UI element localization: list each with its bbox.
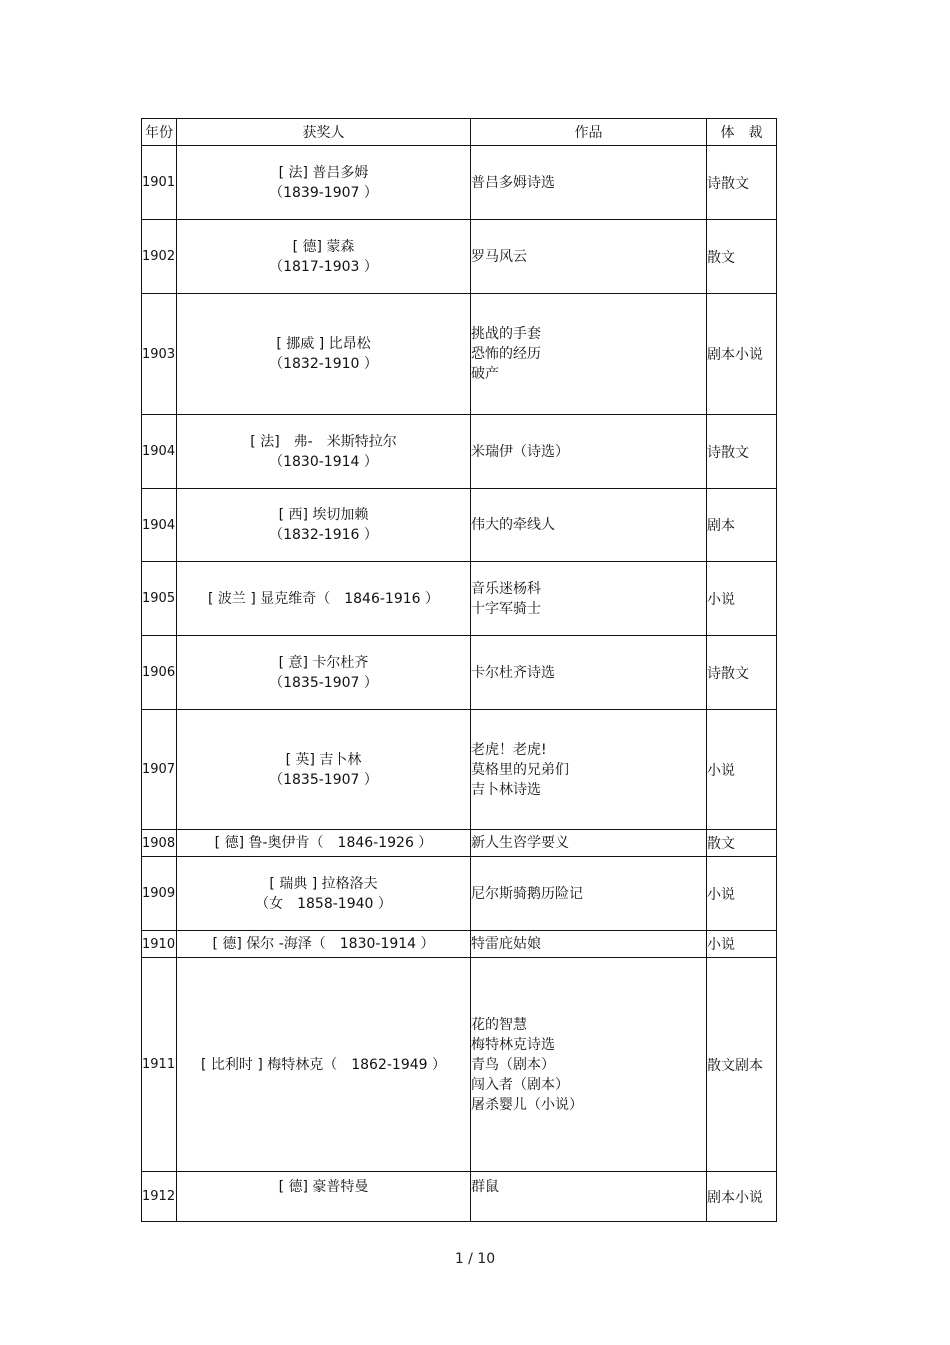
table-row xyxy=(142,146,777,220)
genre-cell: 散文 xyxy=(707,220,777,294)
genre-cell: 诗散文 xyxy=(707,636,777,710)
header-works: 作品 xyxy=(471,119,707,146)
winner-cell xyxy=(177,294,471,415)
table-row xyxy=(142,857,777,931)
works-cell xyxy=(471,1172,707,1222)
work-title-line: 老虎！老虎! xyxy=(471,741,547,758)
winner-line: [ 意] 卡尔杜齐 xyxy=(278,654,369,671)
page-number: 1 / 10 xyxy=(454,1251,496,1267)
work-title-line: 破产 xyxy=(471,366,499,382)
works-cell xyxy=(471,636,707,710)
year-cell: 1904 xyxy=(142,489,177,562)
work-title-line: 罗马风云 xyxy=(471,248,527,265)
year-cell: 1906 xyxy=(142,636,177,710)
winner-cell xyxy=(177,931,471,958)
winner-cell xyxy=(177,710,471,830)
winner-cell xyxy=(177,146,471,220)
table-row xyxy=(142,220,777,294)
genre-cell: 诗散文 xyxy=(707,146,777,220)
winner-line: [ 德] 蒙森 xyxy=(292,238,355,255)
winner-line: （1835-1907 ） xyxy=(269,674,378,691)
works-cell xyxy=(471,220,707,294)
winner-cell xyxy=(177,958,471,1172)
winner-line: （1832-1910 ） xyxy=(269,356,378,372)
winner-cell xyxy=(177,220,471,294)
work-title-line: 卡尔杜齐诗选 xyxy=(471,664,555,681)
winner-cell xyxy=(177,857,471,931)
genre-cell: 小说 xyxy=(707,710,777,830)
genre-cell: 诗散文 xyxy=(707,415,777,489)
work-title-line: 闯入者（剧本） xyxy=(471,1076,569,1093)
winner-line: （1830-1914 ） xyxy=(269,453,378,470)
header-genre: 体 裁 xyxy=(707,119,777,146)
work-title-line: 米瑞伊（诗选） xyxy=(471,443,569,460)
works-cell xyxy=(471,710,707,830)
winner-line: [ 英] 吉卜林 xyxy=(285,751,362,768)
header-winner: 获奖人 xyxy=(177,119,471,146)
winner-line: [ 瑞典 ] 拉格洛夫 xyxy=(269,875,378,892)
works-cell xyxy=(471,415,707,489)
work-title-line: 挑战的手套 xyxy=(471,326,541,342)
winner-cell xyxy=(177,562,471,636)
work-title-line: 青鸟（剧本） xyxy=(471,1056,555,1073)
work-title-line: 莫格里的兄弟们 xyxy=(471,761,569,778)
table-row xyxy=(142,830,777,857)
genre-cell: 剧本 xyxy=(707,489,777,562)
table-body xyxy=(142,146,777,1222)
work-title-line: 恐怖的经历 xyxy=(471,346,541,362)
work-title-line: 伟大的牵线人 xyxy=(471,517,555,533)
winner-line: [ 德] 豪普特曼 xyxy=(278,1179,369,1195)
winner-cell xyxy=(177,636,471,710)
work-title-line: 吉卜林诗选 xyxy=(471,781,541,798)
genre-cell: 小说 xyxy=(707,562,777,636)
table-row xyxy=(142,710,777,830)
table-row xyxy=(142,931,777,958)
work-title-line: 新人生咨学要义 xyxy=(471,835,569,851)
table-header-row xyxy=(142,119,777,146)
winner-line: （1832-1916 ） xyxy=(269,527,378,543)
works-cell xyxy=(471,294,707,415)
genre-cell: 小说 xyxy=(707,931,777,958)
works-cell xyxy=(471,958,707,1172)
year-cell: 1910 xyxy=(142,931,177,958)
work-title-line: 普吕多姆诗选 xyxy=(471,174,555,191)
winner-line: （1839-1907 ） xyxy=(269,184,378,201)
work-title-line: 特雷庇姑娘 xyxy=(471,936,541,952)
genre-cell: 散文剧本 xyxy=(707,958,777,1172)
table-row xyxy=(142,294,777,415)
winner-line: [ 比利时 ] 梅特林克（ 1862-1949 ） xyxy=(200,1056,447,1073)
winner-line: （1817-1903 ） xyxy=(269,258,378,275)
header-year: 年份 xyxy=(142,119,177,146)
table-row xyxy=(142,489,777,562)
nobel-laureates-table xyxy=(141,118,777,1222)
works-cell xyxy=(471,931,707,958)
works-cell xyxy=(471,562,707,636)
winner-cell xyxy=(177,830,471,857)
year-cell: 1911 xyxy=(142,958,177,1172)
year-cell: 1909 xyxy=(142,857,177,931)
works-cell xyxy=(471,830,707,857)
genre-cell: 散文 xyxy=(707,830,777,857)
year-cell: 1908 xyxy=(142,830,177,857)
year-cell: 1904 xyxy=(142,415,177,489)
winner-line: [ 西] 埃切加赖 xyxy=(278,507,369,523)
table-row xyxy=(142,415,777,489)
year-cell: 1907 xyxy=(142,710,177,830)
year-cell: 1903 xyxy=(142,294,177,415)
winner-line: （女 1858-1940 ） xyxy=(255,895,392,912)
table-row xyxy=(142,958,777,1172)
winner-line: [ 德] 鲁-奥伊肯（ 1846-1926 ） xyxy=(214,835,433,851)
winner-line: [ 波兰 ] 显克维奇（ 1846-1916 ） xyxy=(207,590,440,607)
work-title: 群鼠 xyxy=(471,1179,499,1195)
winner-cell xyxy=(177,489,471,562)
winner-cell xyxy=(177,415,471,489)
works-cell xyxy=(471,489,707,562)
work-title-line: 梅特林克诗选 xyxy=(471,1036,555,1053)
winner-cell xyxy=(177,1172,471,1222)
work-title-line: 尼尔斯骑鹅历险记 xyxy=(471,885,583,902)
winner-line: [ 法] 弗- 米斯特拉尔 xyxy=(250,433,397,450)
winner-line: （1835-1907 ） xyxy=(269,771,378,788)
winner-line: [ 法] 普吕多姆 xyxy=(278,164,369,181)
works-cell xyxy=(471,146,707,220)
genre-cell: 剧本小说 xyxy=(707,294,777,415)
table-row xyxy=(142,562,777,636)
year-cell: 1905 xyxy=(142,562,177,636)
year-cell: 1912 xyxy=(142,1172,177,1222)
works-cell xyxy=(471,857,707,931)
work-title-line: 音乐迷杨科 xyxy=(471,580,541,597)
year-cell: 1901 xyxy=(142,146,177,220)
winner-line: [ 挪威 ] 比昂松 xyxy=(276,336,371,352)
winner-line: [ 德] 保尔 -海泽（ 1830-1914 ） xyxy=(212,936,435,952)
genre-cell: 剧本小说 xyxy=(707,1172,777,1222)
work-title-line: 花的智慧 xyxy=(471,1016,527,1033)
genre-cell: 小说 xyxy=(707,857,777,931)
table-row xyxy=(142,1172,777,1222)
year-cell: 1902 xyxy=(142,220,177,294)
table-row xyxy=(142,636,777,710)
work-title-line: 屠杀婴儿（小说） xyxy=(471,1096,583,1113)
work-title-line: 十字军骑士 xyxy=(471,600,541,617)
